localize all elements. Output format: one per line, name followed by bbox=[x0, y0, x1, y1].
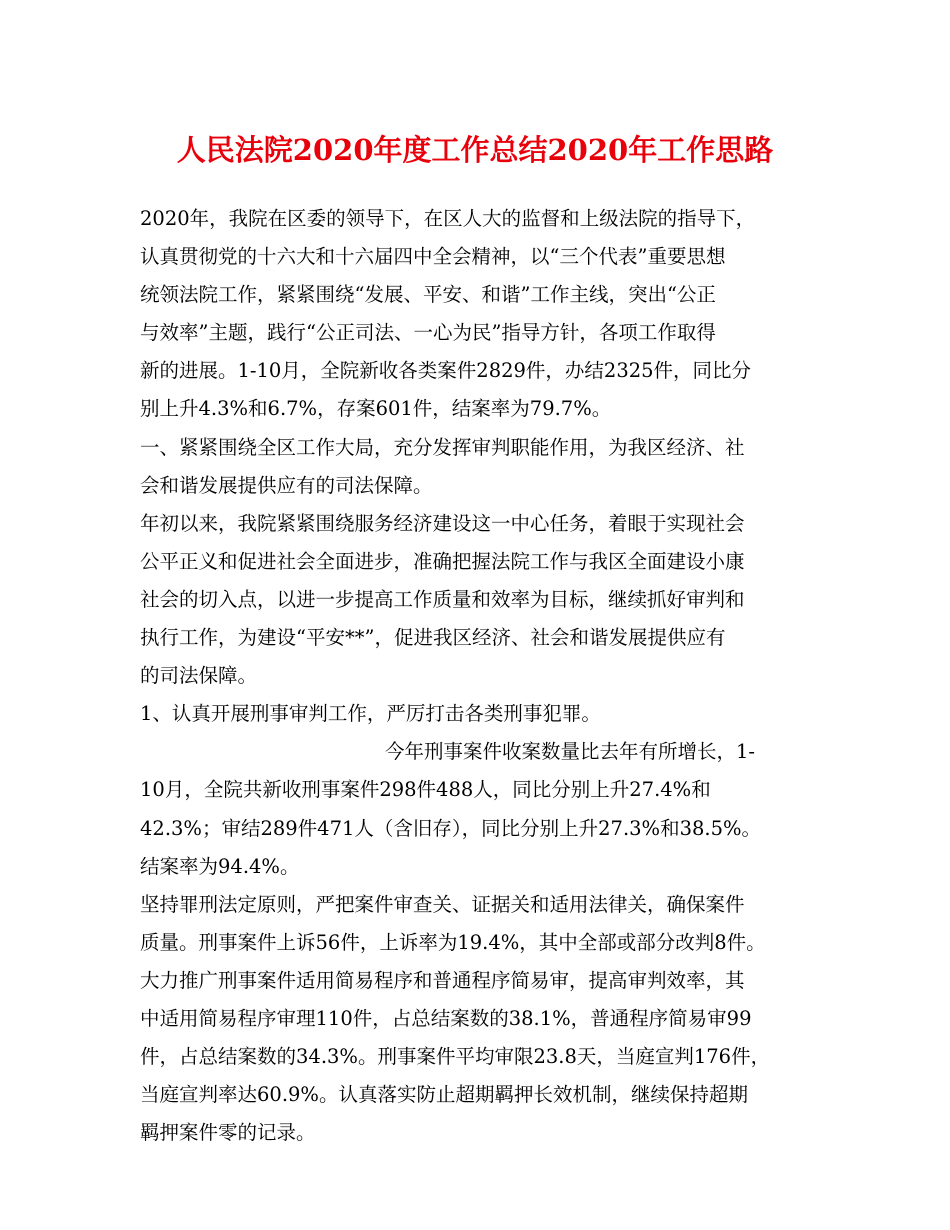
body-line: 10月，全院共新收刑事案件298件488人，同比分别上升27.4%和 bbox=[140, 778, 711, 802]
body-line: 社会的切入点，以进一步提高工作质量和效率为目标，继续抓好审判和 bbox=[140, 587, 745, 611]
section-heading: 一、紧紧围绕全区工作大局，充分发挥审判职能作用，为我区经济、社 bbox=[140, 435, 745, 459]
body-line: 结案率为94.4%。 bbox=[140, 854, 300, 878]
body-line: 别上升4.3%和6.7%，存案601件，结案率为79.7%。 bbox=[140, 397, 612, 421]
body-line: 42.3%；审结289件471人（含旧存），同比分别上升27.3%和38.5%。 bbox=[140, 816, 762, 840]
body-line: 中适用简易程序审理110件，占总结案数的38.1%，普通程序简易审99 bbox=[140, 1006, 752, 1030]
body-line: 执行工作，为建设“平安**”，促进我区经济、社会和谐发展提供应有 bbox=[140, 626, 726, 650]
body-line: 公平正义和促进社会全面进步，准确把握法院工作与我区全面建设小康 bbox=[140, 549, 745, 573]
section-heading: 会和谐发展提供应有的司法保障。 bbox=[140, 473, 433, 497]
document-title: 人民法院2020年度工作总结2020年工作思路 bbox=[176, 133, 774, 167]
subsection-heading: 1、认真开展刑事审判工作，严厉打击各类刑事犯罪。 bbox=[140, 702, 601, 726]
body-line: 新的进展。1-10月，全院新收各类案件2829件，办结2325件，同比分 bbox=[140, 359, 752, 383]
body-line: 羁押案件零的记录。 bbox=[140, 1121, 316, 1145]
body-line: 年初以来，我院紧紧围绕服务经济建设这一中心任务，着眼于实现社会 bbox=[140, 511, 745, 535]
body-line: 今年刑事案件收案数量比去年有所增长，1- bbox=[385, 740, 755, 764]
body-line: 件，占总结案数的34.3%。刑事案件平均审限23.8天，当庭宣判176件， bbox=[140, 1045, 771, 1069]
body-line: 当庭宣判率达60.9%。认真落实防止超期羁押长效机制，继续保持超期 bbox=[140, 1083, 748, 1107]
body-line: 坚持罪刑法定原则，严把案件审查关、证据关和适用法律关，确保案件 bbox=[140, 892, 745, 916]
body-line: 的司法保障。 bbox=[140, 664, 258, 688]
body-line: 与效率”主题，践行“公正司法、一心为民”指导方针，各项工作取得 bbox=[140, 321, 716, 345]
body-line: 大力推广刑事案件适用简易程序和普通程序简易审，提高审判效率，其 bbox=[140, 968, 745, 992]
body-line: 2020年，我院在区委的领导下，在区人大的监督和上级法院的指导下， bbox=[140, 207, 756, 230]
body-line: 统领法院工作，紧紧围绕“发展、平安、和谐”工作主线，突出“公正 bbox=[140, 283, 716, 307]
body-line: 质量。刑事案件上诉56件，上诉率为19.4%，其中全部或部分改判8件。 bbox=[140, 930, 766, 954]
document-body bbox=[140, 200, 830, 1152]
body-line: 认真贯彻党的十六大和十六届四中全会精神，以“三个代表”重要思想 bbox=[140, 245, 726, 269]
